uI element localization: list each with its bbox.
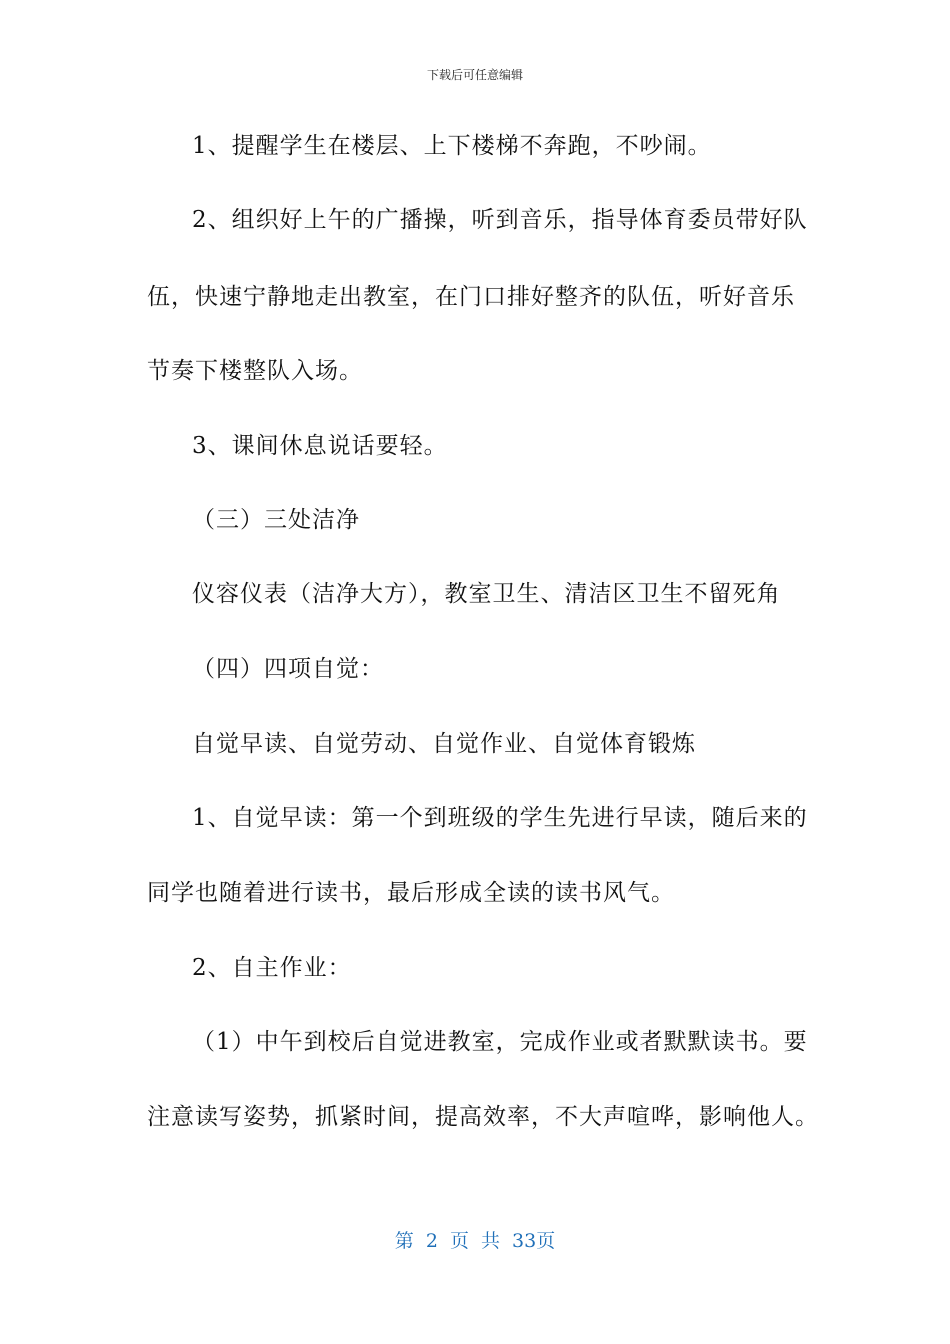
paragraph-line: 3、课间休息说话要轻。 [192,433,448,459]
section-heading: （三）三处洁净 [192,507,360,533]
paragraph-line: 2、自主作业： [192,955,352,981]
paragraph-line: 1、自觉早读：第一个到班级的学生先进行早读，随后来的 [192,805,808,831]
paragraph-line: 伍，快速宁静地走出教室，在门口排好整齐的队伍，听好音乐 [147,284,795,310]
paragraph-line: （1）中午到校后自觉进教室，完成作业或者默默读书。要 [192,1029,808,1055]
section-heading: （四）四项自觉： [192,656,384,682]
paragraph-line: 注意读写姿势，抓紧时间，提高效率，不大声喧哗，影响他人。 [147,1104,819,1130]
paragraph-line: 仪容仪表（洁净大方），教室卫生、清洁区卫生不留死角 [192,581,781,607]
page-header-note: 下载后可任意编辑 [426,68,523,82]
page-number-footer: 第 2 页 共 33页 [394,1230,556,1252]
paragraph-line: 同学也随着进行读书，最后形成全读的读书风气。 [147,880,675,906]
paragraph-line: 1、提醒学生在楼层、上下楼梯不奔跑，不吵闹。 [192,133,712,159]
paragraph-line: 自觉早读、自觉劳动、自觉作业、自觉体育锻炼 [192,731,696,757]
paragraph-line: 节奏下楼整队入场。 [147,358,363,384]
paragraph-line: 2、组织好上午的广播操，听到音乐，指导体育委员带好队 [192,207,808,233]
